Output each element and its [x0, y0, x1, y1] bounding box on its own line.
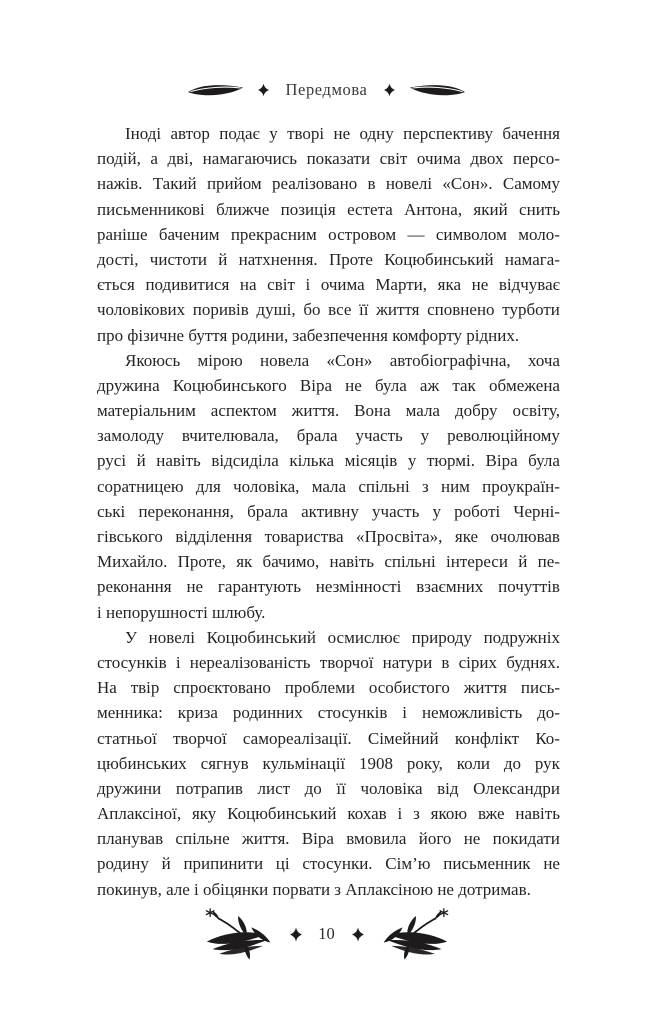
text-line: ські переконання, брала активну участь у роботі Черні-: [97, 501, 560, 521]
text-line: і непорушності шлюбу.: [97, 602, 266, 622]
diamond-icon: [290, 927, 302, 942]
text-line: Іноді автор подає у творі не одну перспективу бачення: [125, 124, 560, 143]
text-line: У новелі Коцюбинський осмислює природу подружніх: [125, 627, 560, 647]
text-line: матеріальним аспектом життя. Вона мала добру освіту,: [97, 401, 560, 421]
floral-spray-icon: [204, 908, 276, 960]
text-line: Аплаксіної, яку Коцюбинський кохав і з якою вже навіть: [97, 804, 560, 824]
text-line: письменникові ближче позиція естета Антона, який снить: [97, 199, 560, 219]
leaf-ornament-icon: [187, 83, 245, 98]
text-line: нажів. Такий прийом реалізовано в новелі «Сон». Самому: [97, 174, 560, 194]
text-line: Якоюсь мірою новела «Сон» автобіографічна, хоча: [125, 350, 560, 370]
text-line: русі й навіть відсиділа кілька місяців у тюрмі. Віра була: [97, 451, 560, 471]
body-text: [97, 121, 560, 902]
text-line: менника: криза родинних стосунків і неможливість до-: [97, 703, 560, 723]
floral-spray-icon: [378, 908, 450, 960]
text-line: раніше баченим прекрасним островом — символом моло-: [97, 224, 560, 244]
text-line: ється подивитися на світ і очима Марти, яка не відчуває: [97, 275, 560, 295]
page-header: [0, 80, 653, 100]
text-line: замолоду вчителювала, брала участь у революційному: [97, 426, 560, 446]
text-line: реконання не гарантують незмінності взаємних почуттів: [97, 577, 560, 597]
page-footer: [0, 908, 653, 960]
text-line: На твір спроєктовано проблеми особистого життя пись-: [97, 678, 560, 698]
text-line: стосунків і нереалізованість творчої натури в сірих буднях.: [97, 652, 560, 672]
text-line: Михайло. Проте, як бачимо, навіть спільні інтереси й пе-: [97, 552, 560, 572]
text-line: дружини потрапив лист до її чоловіка від Олександри: [97, 778, 560, 798]
diamond-icon: [384, 83, 395, 97]
text-line: родину й припинити ці стосунки. Сім’ю письменник не: [97, 854, 560, 874]
text-line: покинув, але і обіцянки порвати з Аплаксіною не дотримав.: [97, 879, 531, 899]
diamond-icon: [258, 83, 269, 97]
text-line: цюбинських сягнув кульмінації 1908 року, коли до рук: [97, 753, 560, 773]
text-line: статньої творчої самореалізації. Сімейний конфлікт Ко-: [97, 728, 560, 748]
diamond-icon: [352, 927, 364, 942]
page-number: 10: [318, 924, 335, 943]
text-line: про фізичне буття родини, забезпечення комфорту рідних.: [97, 325, 520, 345]
text-line: гівського відділення товариства «Просвіта», яке очолював: [97, 527, 560, 546]
text-line: чоловікових поривів душі, бо все її життя сповнено турботи: [97, 300, 560, 320]
text-line: планував спільне життя. Віра вмовила його не покидати: [97, 829, 560, 849]
text-line: дості, чистоти й натхнення. Проте Коцюбинський намага-: [97, 249, 560, 269]
leaf-ornament-icon: [408, 83, 466, 98]
text-line: соратницею для чоловіка, мала спільні з ним проукраїн-: [97, 476, 560, 496]
text-line: дружина Коцюбинського Віра не була аж так обмежена: [97, 375, 560, 395]
page-title: Передмова: [285, 80, 368, 99]
text-line: подій, а дві, намагаючись показати світ очима двох персо-: [97, 149, 560, 169]
